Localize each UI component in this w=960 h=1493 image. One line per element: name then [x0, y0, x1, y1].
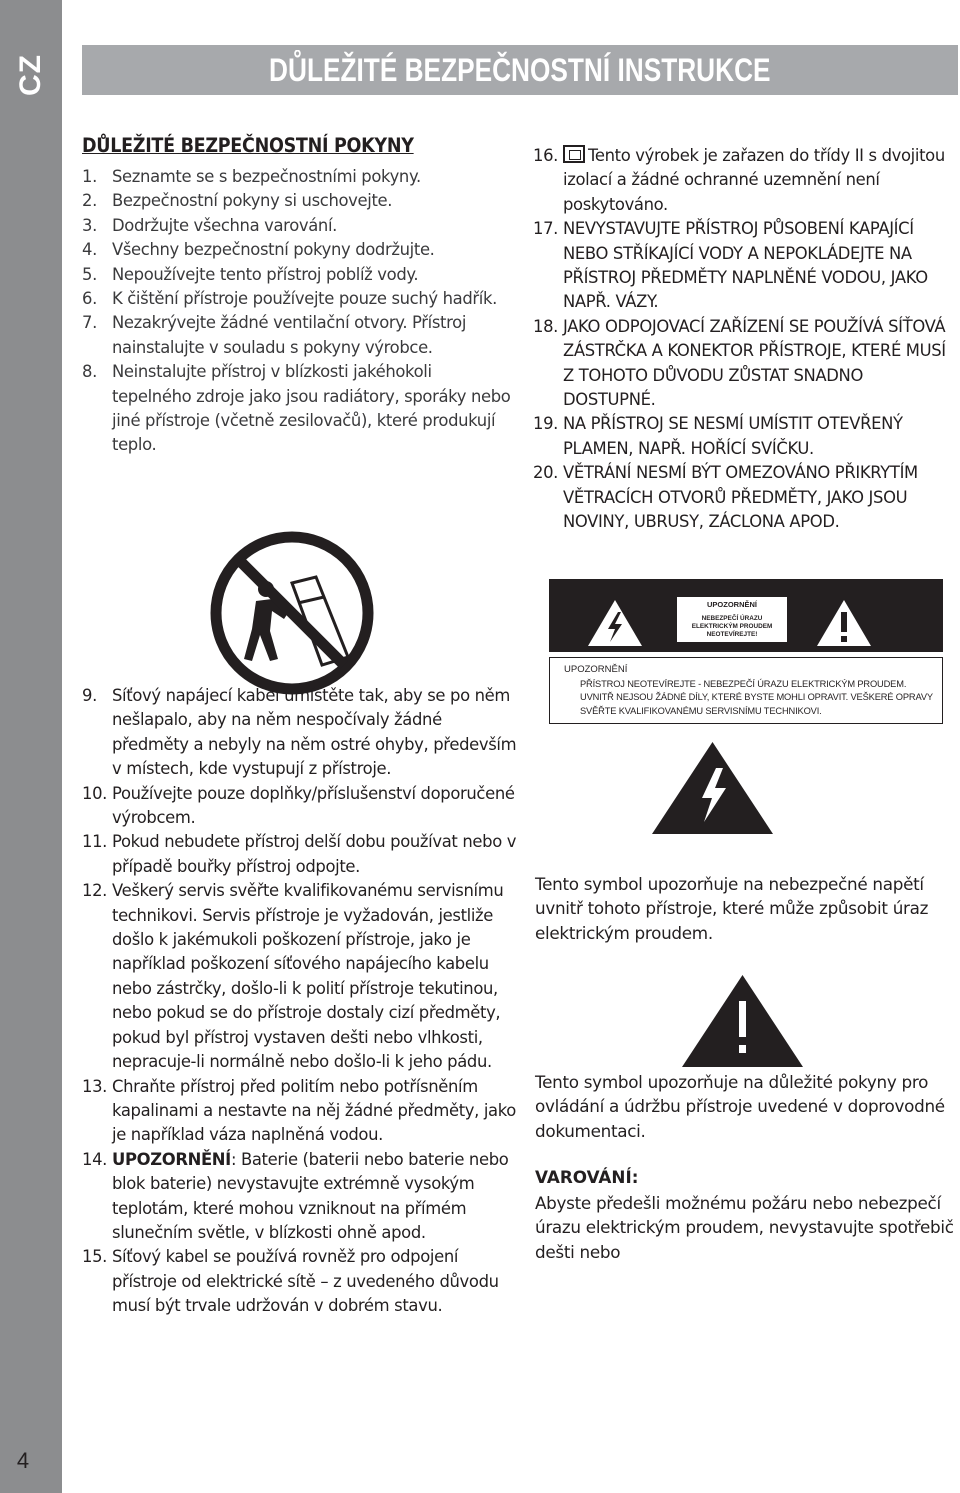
page-number: 4 — [16, 1448, 30, 1473]
warning-heading: VAROVÁNÍ: — [535, 1167, 639, 1187]
safety-list-b — [82, 684, 522, 1319]
warning-text: Abyste předešli možnému požáru nebo nebezpečí úrazu elektrickým proudem, nevystavujte spotřebič dešti nebo — [535, 1193, 954, 1262]
electric-shock-icon — [586, 598, 644, 648]
list-item: 19. NA PŘÍSTROJ SE NESMÍ UMÍSTIT OTEVŘENÝ PLAMEN, NAPŘ. HOŘÍCÍ SVÍČKU. — [533, 414, 903, 458]
list-item: 7. Nezakrývejte žádné ventilační otvory. Přístroj nainstalujte v souladu s pokyny výrobce. — [82, 313, 467, 357]
list-item: 8. Neinstalujte přístroj v blízkosti jakéhokoli tepelného zdroje jako jsou radiátory, sporáky nebo jiné přístroje (včetně zesilovačů), které produkují teplo. — [82, 362, 511, 455]
list-item: 4. Všechny bezpečnostní pokyny dodržujte. — [82, 240, 435, 260]
list-item: 20. VĚTRÁNÍ NESMÍ BÝT OMEZOVÁNO PŘIKRYTÍM VĚTRACÍCH OTVORŮ PŘEDMĚTY, JAKO JSOU NOVINY, UBRUSY, ZÁCLONA APOD. — [533, 463, 918, 532]
lightning-bolt-warning-icon — [650, 740, 775, 836]
list-item: 18. JAKO ODPOJOVACÍ ZAŘÍZENÍ SE POUŽÍVÁ SÍŤOVÁ ZÁSTRČKA A KONEKTOR PŘÍSTROJE, KTERÉ MUSÍ Z TOHOTO DŮVODU ZŮSTAT SNADNO DOSTUPNÉ. — [533, 316, 946, 410]
exclamation-icon — [815, 598, 873, 648]
safety-list-a — [82, 165, 514, 458]
exclamation-warning-icon — [680, 973, 805, 1069]
caution-box-title: UPOZORNĚNÍ — [564, 664, 628, 675]
list-item: 6. K čištění přístroje používejte pouze suchý hadřík. — [82, 289, 497, 309]
caution-label-text: UPOZORNĚNÍ NEBEZPEČÍ ÚRAZU ELEKTRICKÝM PROUDEM NEOTEVÍREJTE! — [677, 597, 787, 642]
list-item: 17. NEVYSTAVUJTE PŘÍSTROJ PŮSOBENÍ KAPAJÍCÍ NEBO STŘÍKAJÍCÍ VODY A NEPOKLÁDEJTE NA PŘÍSTROJ PŘEDMĚTY NAPLNĚNÉ VODOU, JAKO NAPŘ. VÁZY. — [533, 219, 928, 312]
caution-text-box — [549, 657, 943, 724]
exclamation-symbol-text: Tento symbol upozorňuje na důležité pokyny pro ovládání a údržbu přístroje uvedené v doprovodné dokumentaci. — [535, 1072, 945, 1141]
caution-word: UPOZORNĚNÍ — [112, 1149, 231, 1169]
language-sidebar — [0, 0, 62, 1493]
list-item: 2. Bezpečnostní pokyny si uschovejte. — [82, 191, 393, 211]
double-insulation-icon — [563, 145, 585, 163]
list-item: 1. Seznamte se s bezpečnostními pokyny. — [82, 167, 421, 186]
title-bar — [82, 45, 958, 95]
list-item: 16. Tento výrobek je zařazen do třídy II s dvojitou izolací a žádné ochranné uzemnění není poskytováno. — [533, 146, 945, 214]
list-item: 12. Veškerý servis svěřte kvalifikovanému servisnímu technikovi. Servis přístroje je vyžadován, jestliže došlo k jakémukoli poškození přístroje, jako je například poškození síťového napájecího kabelu nebo zástrčky, došlo-li k polití přístroje tekutinou, nebo pokud se do přístroje dostaly cizí předměty, pokud byl přístroj vystaven dešti nebo vlhkosti, nepracuje-li normálně nebo došlo-li k jeho pádu. — [82, 881, 504, 1072]
page-title: DŮLEŽITÉ BEZPEČNOSTNÍ INSTRUKCE — [269, 51, 771, 88]
safety-list-c — [533, 144, 958, 535]
language-label: CZ — [14, 54, 47, 96]
list-item: 9. Síťový napájecí kabel umístěte tak, aby se po něm nešlapalo, aby na něm nespočívaly žádné předměty a nebyly na něm ostré ohyby, především v místech, kde vystupují z přístroje. — [82, 686, 517, 779]
list-item: 11. Pokud nebudete přístroj delší dobu používat nebo v případě bouřky přístroj odpojte. — [82, 832, 517, 876]
list-item: 3. Dodržujte všechna varování. — [82, 215, 338, 235]
list-item: 15. Síťový kabel se používá rovněž pro odpojení přístroje od elektrické sítě – z uvedeného důvodu musí být trvale udržován v dobrém stavu. — [82, 1247, 499, 1316]
list-item: 13. Chraňte přístroj před politím nebo potřísněním kapalinami a nestavte na něj žádné předměty, jako je například váza naplněná vodou. — [82, 1076, 516, 1145]
list-item: 5. Nepoužívejte tento přístroj poblíž vody. — [82, 264, 419, 284]
bolt-symbol-text: Tento symbol upozorňuje na nebezpečné napětí uvnitř tohoto přístroje, které může způsobit úraz elektrickým proudem. — [535, 874, 929, 943]
left-column — [82, 134, 514, 458]
section-heading: DŮLEŽITÉ BEZPEČNOSTNÍ POKYNY — [82, 134, 414, 157]
list-item: 14. UPOZORNĚNÍ: Baterie (baterii nebo baterie nebo blok baterie) nevystavujte extrémně vysokým teplotám, které mohou vzniknout na přímém slunečním světle, v blízkosti ohně apod. — [82, 1149, 509, 1242]
caution-box-body: PŘÍSTROJ NEOTEVÍREJTE - NEBEZPEČÍ ÚRAZU ELEKTRICKÝM PROUDEM. UVNITŘ NEJSOU ŽÁDNÉ DÍLY, KTERÉ BYSTE MOHLI OPRAVIT. VEŠKERÉ OPRAVY SVĚŘTE KVALIFIKOVANÉMU SERVISNÍMU TECHNIKOVI. — [580, 679, 933, 716]
no-tilting-icon — [206, 527, 378, 699]
list-item: 10. Používejte pouze doplňky/příslušenství doporučené výrobcem. — [82, 783, 515, 828]
